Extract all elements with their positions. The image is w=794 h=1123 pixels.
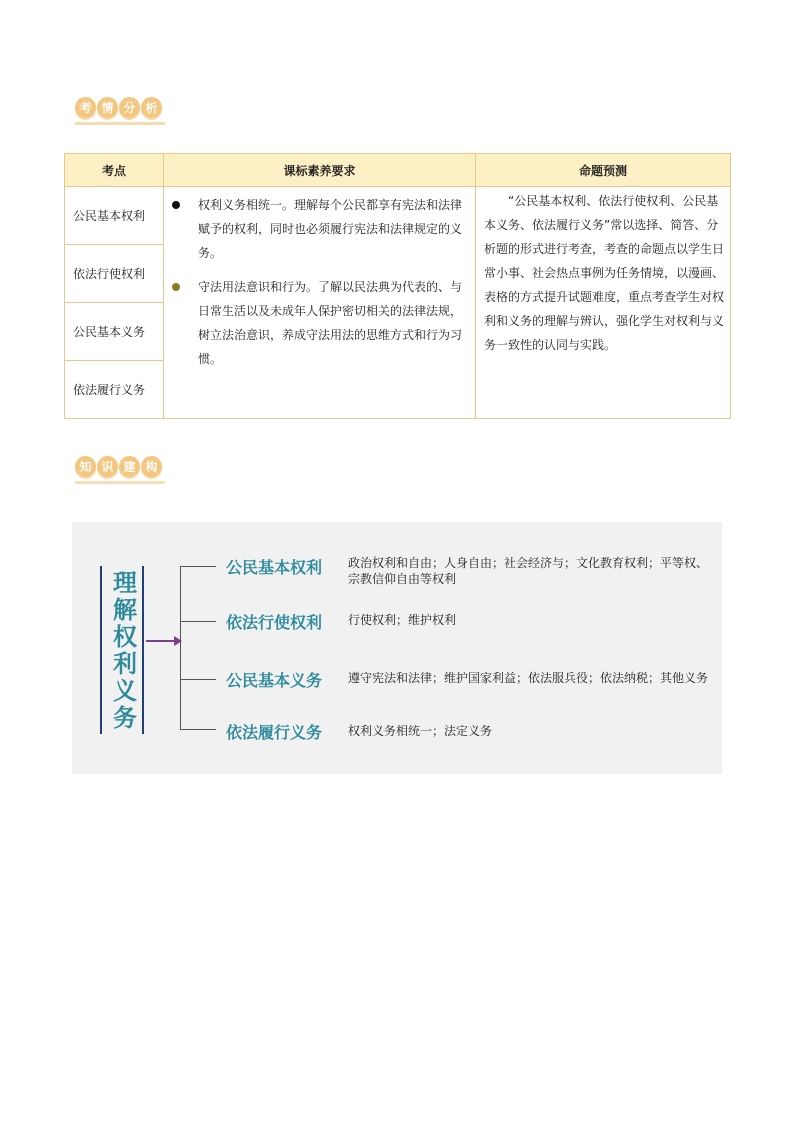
branch-description: 行使权利；维护权利: [348, 613, 457, 627]
exam-point-cell: 公民基本义务: [65, 303, 164, 361]
requirement-item: [172, 275, 469, 371]
exam-point-cell: 公民基本权利: [65, 187, 164, 245]
title-char: 利: [113, 650, 137, 678]
title-char: 务: [113, 704, 137, 732]
exam-analysis-table: [64, 153, 731, 419]
branch-connector: [180, 679, 216, 680]
section-badge-exam-analysis: [75, 97, 162, 118]
badge-char: 析: [141, 97, 162, 118]
requirement-text: 权利义务相统一。理解每个公民都享有宪法和法律赋予的权利，同时也必须履行宪法和法律规定的义务。: [198, 198, 463, 260]
title-right-bar: [142, 566, 144, 734]
bullet-dot-icon: [172, 201, 180, 209]
branch-connector: [180, 566, 216, 567]
requirement-item: [172, 193, 469, 265]
badge-underline: [75, 122, 165, 125]
branch-label: 公民基本权利: [226, 558, 323, 577]
table-header-row: [65, 154, 731, 187]
badge-char: 知: [75, 456, 96, 477]
title-left-bar: [100, 566, 102, 734]
branch-connector: [180, 729, 216, 730]
arrow-line: [146, 640, 176, 642]
branch-description: 政治权利和自由；人身自由；社会经济与；文化教育权利；平等权、宗教信仰自由等权利: [348, 556, 709, 586]
badge-char: 建: [119, 456, 140, 477]
title-char: 理: [113, 569, 137, 597]
branch-connector: [180, 621, 216, 622]
branch-label: 依法行使权利: [226, 613, 323, 632]
branch-label: 公民基本义务: [226, 671, 323, 690]
prediction-cell: “公民基本权利、依法行使权利、公民基本义务、依法履行义务”常以选择、简答、分析题的形式进行考查，考查的命题点以学生日常小事、社会热点事例为任务情境，以漫画、表格的方式提升试题难度，重点考查学生对权利和义务的理解与辨认，强化学生对权利与义务一致性的认同与实践。: [476, 187, 731, 419]
branch-description: 权利义务相统一；法定义务: [348, 724, 493, 738]
title-char: 解: [113, 596, 137, 624]
badge-char: 构: [141, 456, 162, 477]
bullet-dot-icon: [172, 283, 180, 291]
exam-point-cell: 依法行使权利: [65, 245, 164, 303]
header-exam-prediction: 命题预测: [476, 154, 731, 187]
requirements-cell: [164, 187, 476, 419]
section-badge-knowledge-construction: [75, 456, 162, 477]
badge-underline: [75, 481, 165, 484]
branch-label: 依法履行义务: [226, 723, 323, 742]
header-curriculum-requirements: 课标素养要求: [164, 154, 476, 187]
knowledge-diagram: [72, 522, 722, 774]
badge-char: 识: [97, 456, 118, 477]
badge-char: 分: [119, 97, 140, 118]
branch-trunk: [180, 566, 181, 729]
diagram-title: [112, 570, 138, 732]
header-exam-point: 考点: [65, 154, 164, 187]
branch-description: 遵守宪法和法律；维护国家利益；依法服兵役；依法纳税；其他义务: [348, 671, 709, 685]
badge-char: 情: [97, 97, 118, 118]
requirement-text: 守法用法意识和行为。了解以民法典为代表的、与日常生活以及未成年人保护密切相关的法律法规，树立法治意识，养成守法用法的思维方式和行为习惯。: [198, 280, 463, 366]
title-char: 义: [113, 677, 137, 705]
title-char: 权: [113, 623, 137, 651]
badge-char: 考: [75, 97, 96, 118]
exam-point-cell: 依法履行义务: [65, 361, 164, 419]
table-row: [65, 187, 731, 245]
